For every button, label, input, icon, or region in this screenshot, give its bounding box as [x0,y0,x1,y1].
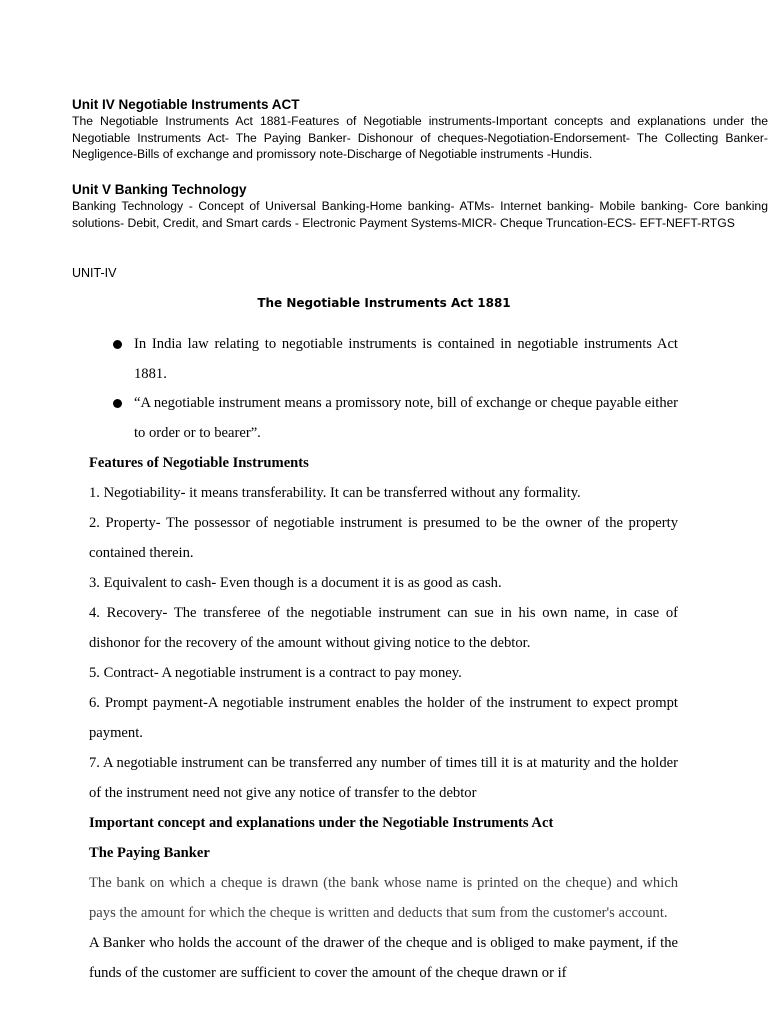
concepts-heading: Important concept and explanations under the Negotiable Instruments Act [89,815,554,831]
unit-v-heading: Unit V Banking Technology [72,182,247,197]
intro-bullet-list [110,330,678,448]
feature-item: 5. Contract- A negotiable instrument is a contract to pay money. [89,665,462,681]
features-heading: Features of Negotiable Instruments [89,455,309,471]
unit-iv-syllabus [72,96,768,163]
page-title: The Negotiable Instruments Act 1881 [257,296,511,310]
feature-item: 2. Property- The possessor of negotiable instrument is presumed to be the owner of the property contained therein. [89,515,678,561]
paying-banker-paragraph: A Banker who holds the account of the drawer of the cheque and is obliged to make payment, if the funds of the customer are sufficient to cover the amount of the cheque drawn or if [89,935,678,981]
bullet-text: In India law relating to negotiable instruments is contained in negotiable instruments Act 1881. [134,336,678,382]
paying-banker-paragraph: The bank on which a cheque is drawn (the bank whose name is printed on the cheque) and which pays the amount for which the cheque is written and deducts that sum from the customer's account. [89,875,678,921]
paying-banker-heading: The Paying Banker [89,845,210,861]
unit-iv-heading: Unit IV Negotiable Instruments ACT [72,97,300,112]
bullet-text: “A negotiable instrument means a promissory note, bill of exchange or cheque payable either to order or to bearer”. [134,395,678,441]
feature-item: 1. Negotiability- it means transferability. It can be transferred without any formality. [89,485,581,501]
feature-item: 4. Recovery- The transferee of the negotiable instrument can sue in his own name, in case of dishonor for the recovery of the amount without giving notice to the debtor. [89,605,678,651]
feature-item: 6. Prompt payment-A negotiable instrument enables the holder of the instrument to expect prompt payment. [89,695,678,741]
unit-v-syllabus [72,181,768,231]
unit-iv-description: The Negotiable Instruments Act 1881-Features of Negotiable instruments-Important concepts and explanations under the Negotiable Instruments Act- The Paying Banker- Dishonour of cheques-Negotiation-Endorsement- The Collecting Banker-Negligence-Bills of exchange and promissory note-Discharge of Negotiable instruments -Hundis. [72,114,768,161]
list-item [110,330,678,389]
list-item [110,389,678,448]
feature-item: 7. A negotiable instrument can be transferred any number of times till it is at maturity and the holder of the instrument need not give any notice of transfer to the debtor [89,755,678,801]
unit-label: UNIT-IV [72,266,117,280]
bullet-icon [113,340,122,349]
main-body [89,448,678,988]
feature-item: 3. Equivalent to cash- Even though is a document it is as good as cash. [89,575,502,591]
bullet-icon [113,399,122,408]
unit-v-description: Banking Technology - Concept of Universal Banking-Home banking- ATMs- Internet banking- Mobile banking- Core banking solutions- Debit, Credit, and Smart cards - Electronic Payment Systems-MICR- Cheque Truncation-ECS- EFT-NEFT-RTGS [72,199,768,230]
